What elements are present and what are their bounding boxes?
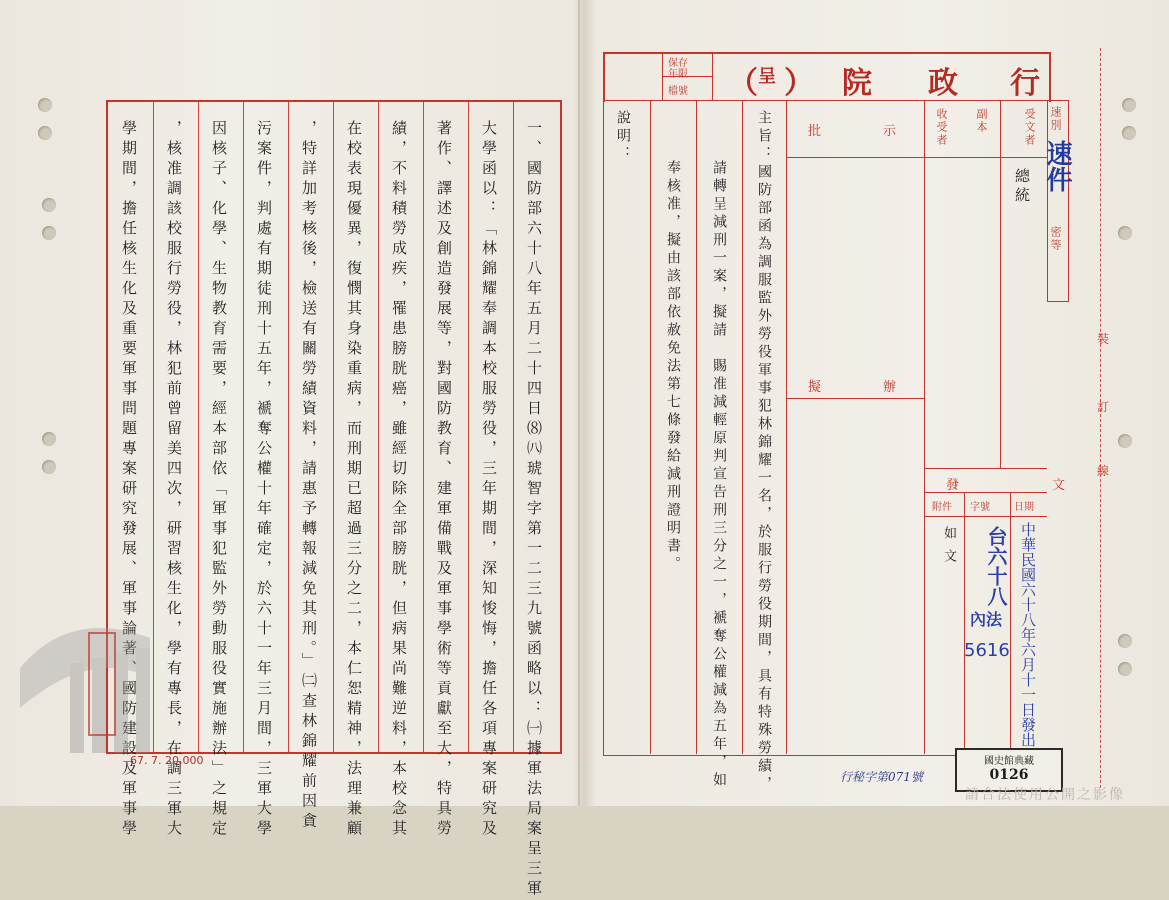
punch-hole bbox=[1118, 634, 1132, 648]
copy-label: 副本 bbox=[975, 108, 988, 134]
form-rule bbox=[1000, 100, 1001, 468]
receiver-label: 收受者 bbox=[935, 108, 948, 147]
ni-ban-label bbox=[808, 376, 908, 395]
print-count: 67. 7. 20,000 bbox=[130, 754, 204, 767]
column-rule bbox=[198, 102, 199, 752]
dispatch-number-serial: 5616 bbox=[964, 640, 1010, 661]
explanation-column: 奉核准，擬由該部依赦免法第七條發給減刑證明書。 bbox=[665, 160, 681, 574]
column-rule bbox=[378, 102, 379, 752]
recipient-label: 受文者 bbox=[1023, 108, 1036, 147]
body-column-4: 績，不料積勞成疾，罹患膀胱癌，雖經切除全部膀胱，但病果尚難逆料，本校念其 bbox=[390, 120, 408, 840]
form-rule bbox=[786, 100, 787, 754]
column-rule bbox=[468, 102, 469, 752]
punch-hole bbox=[42, 460, 56, 474]
column-rule bbox=[333, 102, 334, 752]
punch-hole bbox=[42, 432, 56, 446]
form-rule bbox=[1010, 492, 1011, 754]
page-fold bbox=[578, 0, 580, 806]
title-paren-open: （ bbox=[728, 66, 760, 101]
punch-hole bbox=[38, 126, 52, 140]
form-rule bbox=[786, 398, 924, 399]
punch-hole bbox=[38, 98, 52, 112]
punch-hole bbox=[42, 226, 56, 240]
form-rule bbox=[924, 157, 1047, 158]
body-column-8: 因核子、化學、生物教育需要，經本部依「軍事犯監外勞動服役實施辦法」之規定 bbox=[210, 120, 228, 840]
binding-label-1: 裝 bbox=[1097, 332, 1110, 346]
body-column-2: 大學函以：「林錦耀奉調本校服勞役，三年期間，深知悛悔，擔任各項專案研究及 bbox=[480, 120, 498, 840]
red-seal-stamp bbox=[88, 632, 116, 736]
handwritten-note: 行秘字第071號 bbox=[840, 770, 923, 784]
punch-hole bbox=[1118, 662, 1132, 676]
archive-stamp-text: 國史館典藏 bbox=[984, 756, 1034, 767]
shuoming-label: 說明： bbox=[615, 110, 631, 164]
attachment-label: 附件 bbox=[932, 502, 952, 513]
form-rule bbox=[924, 100, 925, 754]
column-rule bbox=[513, 102, 514, 752]
label-keep: 保存 bbox=[668, 58, 688, 69]
form-rule bbox=[742, 100, 743, 754]
title-cheng: 呈 bbox=[758, 66, 778, 87]
binding-line bbox=[1100, 48, 1101, 788]
date-label: 日期 bbox=[1014, 502, 1034, 513]
binding-label-2: 訂 bbox=[1097, 400, 1110, 414]
column-rule bbox=[243, 102, 244, 752]
punch-hole bbox=[1118, 226, 1132, 240]
recipient-president: 總統 bbox=[1013, 168, 1031, 206]
title-zheng: 政 bbox=[928, 66, 960, 101]
form-rule bbox=[964, 492, 965, 754]
column-rule bbox=[423, 102, 424, 752]
label-year-limit: 年限 bbox=[668, 69, 688, 80]
attachment-value: 如文 bbox=[941, 526, 956, 572]
subject-column: 主旨：國防部函為調服監外勞役軍事犯林錦耀一名，於服行勞役期間，具有特殊勞績， bbox=[756, 110, 772, 794]
label-archive-no: 檔號 bbox=[668, 86, 688, 97]
title-paren-close: ） bbox=[784, 66, 816, 101]
body-column-3: 著作、譯述及創造發展等，對國防教育、建軍備戰及軍事學術等貢獻至大，特具勞 bbox=[435, 120, 453, 840]
punch-hole bbox=[42, 198, 56, 212]
body-column-5: 在校表現優異，復憫其身染重病，而刑期已超過三分之二，本仁恕精神，法理兼顧 bbox=[345, 120, 363, 840]
body-column-10: 學期間，擔任核生化及重要軍事問題專案研究發展、軍事論著、國防建設及軍事學 bbox=[120, 120, 138, 840]
speed-stamp: 速件 bbox=[1042, 140, 1072, 192]
number-label: 字號 bbox=[970, 502, 990, 513]
archive-stamp-number: 0126 bbox=[989, 767, 1029, 783]
form-rule bbox=[924, 468, 1047, 469]
title-divider bbox=[712, 52, 713, 100]
dispatch-date: 中華民國六十八年六月十一日發出 bbox=[1019, 522, 1037, 747]
punch-hole bbox=[1122, 126, 1136, 140]
dispatch-label: 發 文 bbox=[946, 478, 1106, 493]
ni-ban-text: 擬 辦 bbox=[808, 380, 909, 395]
title-xing: 行 bbox=[1010, 66, 1042, 101]
secret-label: 密等 bbox=[1049, 226, 1062, 252]
punch-hole bbox=[1118, 434, 1132, 448]
body-column-6: ，特詳加考核後，檢送有關勞績資料，請惠予轉報減免其刑。」㈡查林錦耀前因貪 bbox=[300, 120, 318, 833]
pi-shi-label bbox=[808, 120, 908, 139]
form-rule bbox=[696, 100, 697, 754]
dispatch-number-office: 內法 bbox=[970, 610, 1003, 629]
form-rule bbox=[924, 516, 1047, 517]
punch-hole bbox=[1122, 98, 1136, 112]
body-column-9: ，核准調該校服行勞役，林犯前曾留美四次，研習核生化，學有專長，在調三軍大 bbox=[165, 120, 183, 840]
dispatch-number-prefix: 台六十八 bbox=[984, 526, 1008, 606]
title-yuan: 院 bbox=[842, 66, 874, 101]
body-column-7: 污案件，判處有期徒刑十五年，褫奪公權十年確定，於六十一年三月間，三軍大學 bbox=[255, 120, 273, 840]
pi-shi-text: 批 示 bbox=[808, 124, 909, 139]
form-rule bbox=[650, 100, 651, 754]
column-rule bbox=[288, 102, 289, 752]
body-column-1: 一、國防部六十八年五月二十四日⑻㈧琥智字第一二三九號函略以：㈠據軍法局案呈三軍 bbox=[525, 120, 543, 900]
form-rule bbox=[786, 157, 924, 158]
subject-column-2: 請轉呈減刑一案，擬請 賜准減輕原判宣告刑三分之一，褫奪公權減為五年，如 bbox=[711, 160, 727, 790]
speed-label: 速別 bbox=[1049, 106, 1062, 132]
binding-label-3: 線 bbox=[1097, 464, 1110, 478]
footer-watermark: 請合法使用公開之影像 bbox=[965, 787, 1125, 803]
